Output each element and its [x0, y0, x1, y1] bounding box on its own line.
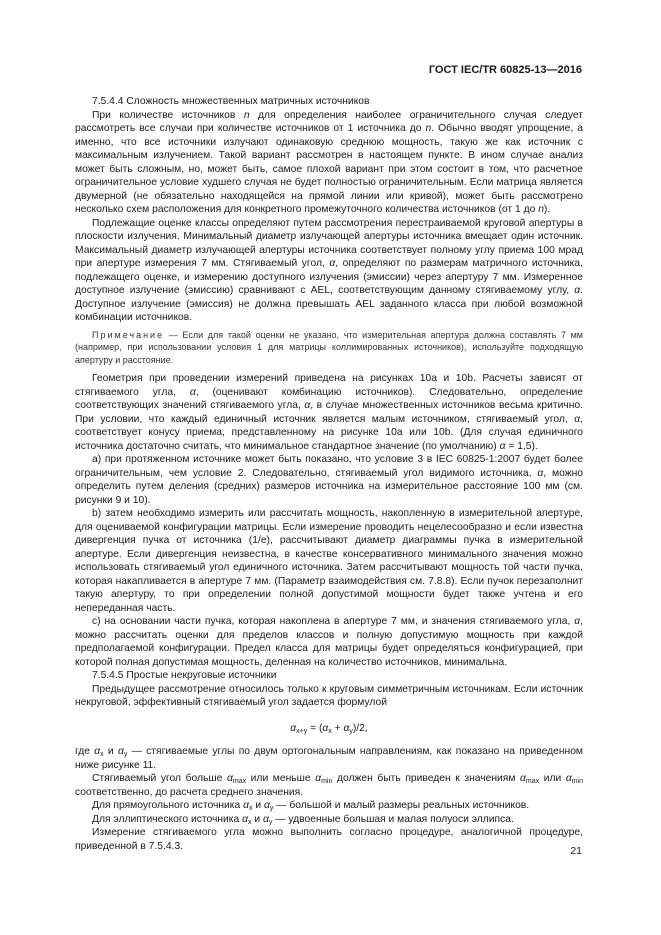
document-header: ГОСТ IEC/TR 60825-13—2016: [428, 64, 582, 76]
paragraph: Геометрия при проведении измерений приведена на рисунках 10a и 10b. Расчеты зависят от стягиваемого угла, α, (оценивают комбинацию источников). Следовательно, определение соответствующих значений стягиваемого угла, α, в случае множественных источников весьма критично. При условии, что каждый единичный источник является малым источником, стягиваемый угол, α, соответствует конусу приема, представленному на рисунке 10a или 10b. (Для случая единичного источника достаточно считать, что минимальное стандартное значение (по умолчанию) α = 1,5).: [75, 373, 583, 452]
list-item-c: c) на основании части пучка, которая накоплена в апертуре 7 мм, и значения стягиваемого угла, α, можно рассчитать оценки для пределов классов и полную допустимую мощность при каждой предполагаемой конфигурации. Предел класса для матрицы будет определяться конфигурацией, при которой полная допустимая мощность, деленная на количество источников, минимальна.: [75, 616, 583, 668]
list-item-a: a) при протяженном источнике может быть показано, что условие 3 в IEC 60825-1:2007 будет более ограничительным, чем условие 2. Следовательно, стягиваемый угол видимого источника, α, можно определить путем деления (средних) размеров источника на измерительное расстояние 100 мм (см. рисунки 9 и 10).: [75, 454, 584, 506]
paragraph: Стягиваемый угол больше $\alpha_{max}$ или меньше $\alpha_{min}$ должен быть приведен к значениям $\alpha_{max}$ или $\alpha_{min}$ соответственно, до расчета среднего значения.: [75, 773, 583, 798]
section-heading-7545: 7.5.4.5 Простые некруговые источники: [92, 670, 277, 681]
paragraph: При количестве источников n для определения наиболее ограничительного случая следует рассмотреть все случаи при количестве источников от 1 источника до n. Обычно вводят упрощение, а именно, что все источники излучают одинаковую среднюю мощность, такую же как источник с максимальным излучением. Такой вариант рассмотрен в настоящем пункте. В ином случае анализ может быть сложным, но, может быть, самое плохой вариант при этом состоит в том, что расчетное ограничительное условие худшего случая не будет полностью ограничительным. Если матрица является двумерной (не обязательно находящейся на прямой линии или кривой), может быть рассмотрено несколько схем расположения для конкретного промежуточного количества источников (от 1 до n).: [75, 109, 583, 215]
paragraph: где $\alpha_x$ и $\alpha_y$ — стягиваемые углы по двум ортогональным направлениям, как показано на приведенном ниже рисунке 11.: [75, 746, 584, 771]
formula: $\alpha_{x+y} = (\alpha_x + \alpha_y)/2$,: [290, 722, 368, 735]
section-heading-7544: 7.5.4.4 Сложность множественных матричных источников: [92, 96, 370, 107]
paragraph: Для прямоугольного источника $\alpha_x$ и $\alpha_y$ — большой и малый размеры реальных источников.: [92, 800, 530, 812]
paragraph: Подлежащие оценке классы определяют путем рассмотрения перестраиваемой круговой апертуры в плоскости излучения. Минимальный диаметр излучающей апертуры источника вмещает один источник. Максимальный диаметр излучающей апертуры источника соответствует полному углу приема 100 мрад при апертуре измерения 7 мм. Стягиваемый угол, α, определяют по размерам матричного источника, подлежащего оценке, и измерению доступного излучения (эмиссии) через апертуру 7 мм. Измеренное доступное излучение (эмиссию) сравнивают с AEL, соответствующим данному стягиваемому углу, α. Доступное излучение (эмиссия) не должна превышать AEL заданного класса при любой возможной комбинации источников.: [75, 217, 583, 323]
document-body: [75, 95, 583, 853]
note: Примечание — Если для такой оценки не указано, что измерительная апертура должна составлять 7 мм (например, при использовании условия 1 для матрицы коллимированных источников), используйте подходящую апертуру и расстояние.: [75, 329, 583, 365]
list-item-b: b) затем необходимо измерить или рассчитать мощность, накопленную в измерительной апертуре, для оцениваемой конфигурации матрицы. Если измерение проводить нецелесообразно и если известна дивергенция пучка от источника (1/e), рассчитывают диаметр диаграммы пучка в измерительной апертуре. Если дивергенция неизвестна, в качестве консервативного минимального значения можно использовать стягиваемый угол единичного источника. Затем рассчитывают мощность той части пучка, которая накапливается в апертуре 7 мм. (Параметр взаимодействия см. 7.8.8). Если пучок перезаполнит такую апертуру, то при определении полной допустимой мощности будет также учтена и его непереданная часть.: [75, 508, 583, 614]
paragraph: Предыдущее рассмотрение относилось только к круговым симметричным источникам. Если источник некруговой, эффективный стягиваемый угол задается формулой: [75, 683, 583, 708]
paragraph: Измерение стягиваемого угла можно выполнить согласно процедуре, аналогичной процедуре, приведенной в 7.5.4.3.: [75, 827, 583, 852]
page-number: 21: [570, 845, 582, 857]
paragraph: Для эллиптического источника $\alpha_x$ и $\alpha_y$ — удвоенные большая и малая полуоси эллипса.: [92, 813, 514, 826]
